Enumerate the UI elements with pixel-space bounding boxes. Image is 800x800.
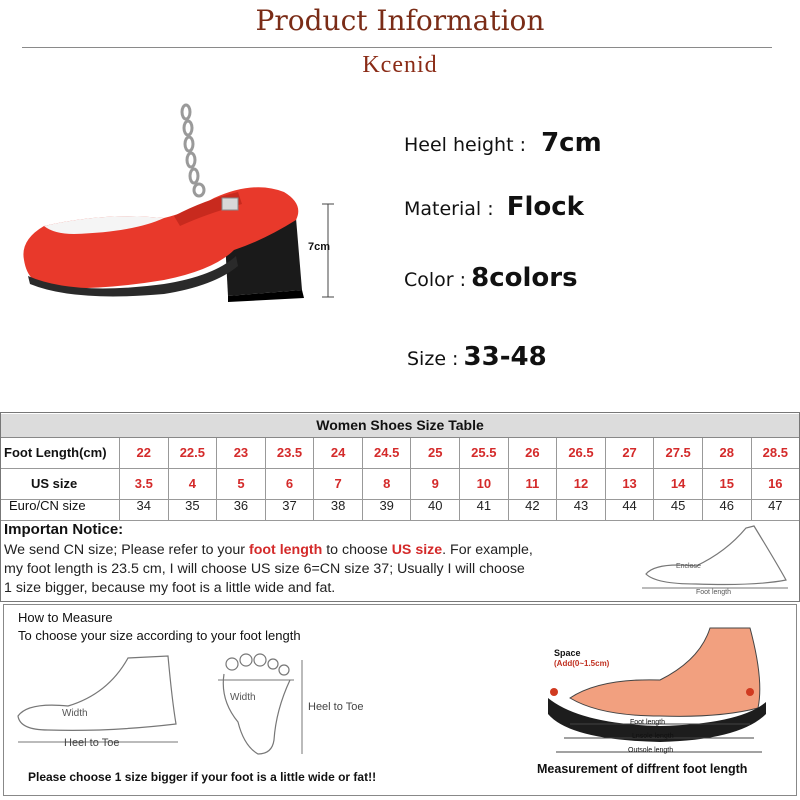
notice-highlight: US size (391, 542, 443, 558)
notice-text-part: to choose (322, 542, 392, 558)
row-label: US size (31, 476, 78, 491)
table-row-foot-length (1, 438, 799, 469)
side-foot-diagram (8, 650, 188, 754)
row-label: Euro/CN size (9, 498, 86, 513)
table-cell: 13 (605, 469, 654, 499)
space-label: Space (554, 648, 581, 658)
table-cell: 4 (168, 469, 217, 499)
table-cell: 22.5 (168, 438, 217, 468)
notice-text-part: . For example, (442, 542, 533, 558)
table-cell: 26 (508, 438, 557, 468)
size-table-title: Women Shoes Size Table (1, 414, 799, 438)
spec-value: Flock (506, 192, 584, 222)
table-cell: 23 (216, 438, 265, 468)
table-cell: 8 (362, 469, 411, 499)
table-cell: 3.5 (119, 469, 168, 499)
table-cell: 42 (508, 492, 557, 520)
diagram-label: Foot length (696, 589, 732, 596)
header-divider (22, 47, 772, 48)
row-label: Foot Length(cm) (4, 445, 107, 460)
page-title: Product Information (255, 4, 545, 37)
table-cell: 37 (265, 492, 314, 520)
spec-color (404, 263, 578, 293)
foot-length-label: Foot length (630, 719, 666, 726)
table-cell: 9 (410, 469, 459, 499)
measure-caption: Measurement of diffrent foot length (537, 762, 748, 776)
table-cell: 40 (410, 492, 459, 520)
notice-foot-diagram (636, 522, 796, 600)
shoe-length-diagram (540, 620, 780, 760)
table-cell: 34 (119, 492, 168, 520)
table-cell: 27.5 (653, 438, 702, 468)
table-cell: 46 (702, 492, 751, 520)
diagram-label: Enclose (676, 563, 701, 570)
measure-heading: How to Measure (18, 610, 113, 625)
table-cell: 28 (702, 438, 751, 468)
spec-value: 33-48 (463, 342, 547, 372)
table-cell: 27 (605, 438, 654, 468)
table-cell: 47 (751, 492, 800, 520)
top-foot-diagram (210, 650, 410, 760)
table-cell: 25 (410, 438, 459, 468)
shoe-image (14, 100, 374, 310)
width-label: Width (62, 708, 88, 719)
table-cell: 24.5 (362, 438, 411, 468)
spec-label: Size : (407, 348, 459, 370)
table-row-euro-size (1, 492, 799, 521)
spec-value: 7cm (541, 128, 602, 158)
table-cell: 23.5 (265, 438, 314, 468)
table-cell: 43 (556, 492, 605, 520)
outsole-length-label: Outsole length (628, 747, 674, 754)
table-cell: 6 (265, 469, 314, 499)
table-cell: 39 (362, 492, 411, 520)
table-cell: 28.5 (751, 438, 800, 468)
table-cell: 12 (556, 469, 605, 499)
table-cell: 22 (119, 438, 168, 468)
space-add-label: (Add(0~1.5cm) (554, 659, 610, 668)
spec-size (407, 342, 547, 372)
table-cell: 5 (216, 469, 265, 499)
table-cell: 10 (459, 469, 508, 499)
table-cell: 11 (508, 469, 557, 499)
insole-length-label: Lnsole length (632, 733, 674, 740)
table-cell: 7 (313, 469, 362, 499)
spec-label: Color : (404, 269, 467, 291)
table-cell: 38 (313, 492, 362, 520)
notice-text (4, 541, 634, 598)
notice-heading: Importan Notice: (4, 521, 124, 538)
table-cell: 36 (216, 492, 265, 520)
heel-to-toe-label: Heel to Toe (308, 701, 364, 713)
table-cell: 45 (653, 492, 702, 520)
measure-subheading: To choose your size according to your foot length (18, 628, 301, 643)
table-cell: 26.5 (556, 438, 605, 468)
spec-heel-height (404, 128, 602, 158)
table-cell: 24 (313, 438, 362, 468)
spec-material (404, 192, 584, 222)
table-cell: 44 (605, 492, 654, 520)
notice-highlight: foot length (248, 542, 323, 558)
spec-label: Heel height : (404, 134, 526, 156)
width-label: Width (230, 692, 256, 703)
notice-text-part: my foot length is 23.5 cm, I will choose US size 6=CN size 37; Usually I will choose (4, 561, 525, 577)
chain-strap (182, 105, 204, 196)
table-cell: 41 (459, 492, 508, 520)
table-cell: 25.5 (459, 438, 508, 468)
heel-height-label: 7cm (308, 241, 331, 253)
notice-text-part: 1 size bigger, because my foot is a little wide and fat. (4, 580, 336, 596)
spec-label: Material : (404, 198, 494, 220)
table-cell: 16 (751, 469, 800, 499)
spec-value: 8colors (471, 263, 578, 293)
notice-text-part: We send CN size; Please refer to your (4, 542, 249, 558)
heel-to-toe-label: Heel to Toe (64, 737, 120, 749)
measure-footer: Please choose 1 size bigger if your foot is a little wide or fat!! (28, 770, 377, 784)
table-cell: 35 (168, 492, 217, 520)
table-cell: 14 (653, 469, 702, 499)
table-cell: 15 (702, 469, 751, 499)
brand-name: Kcenid (362, 52, 438, 78)
